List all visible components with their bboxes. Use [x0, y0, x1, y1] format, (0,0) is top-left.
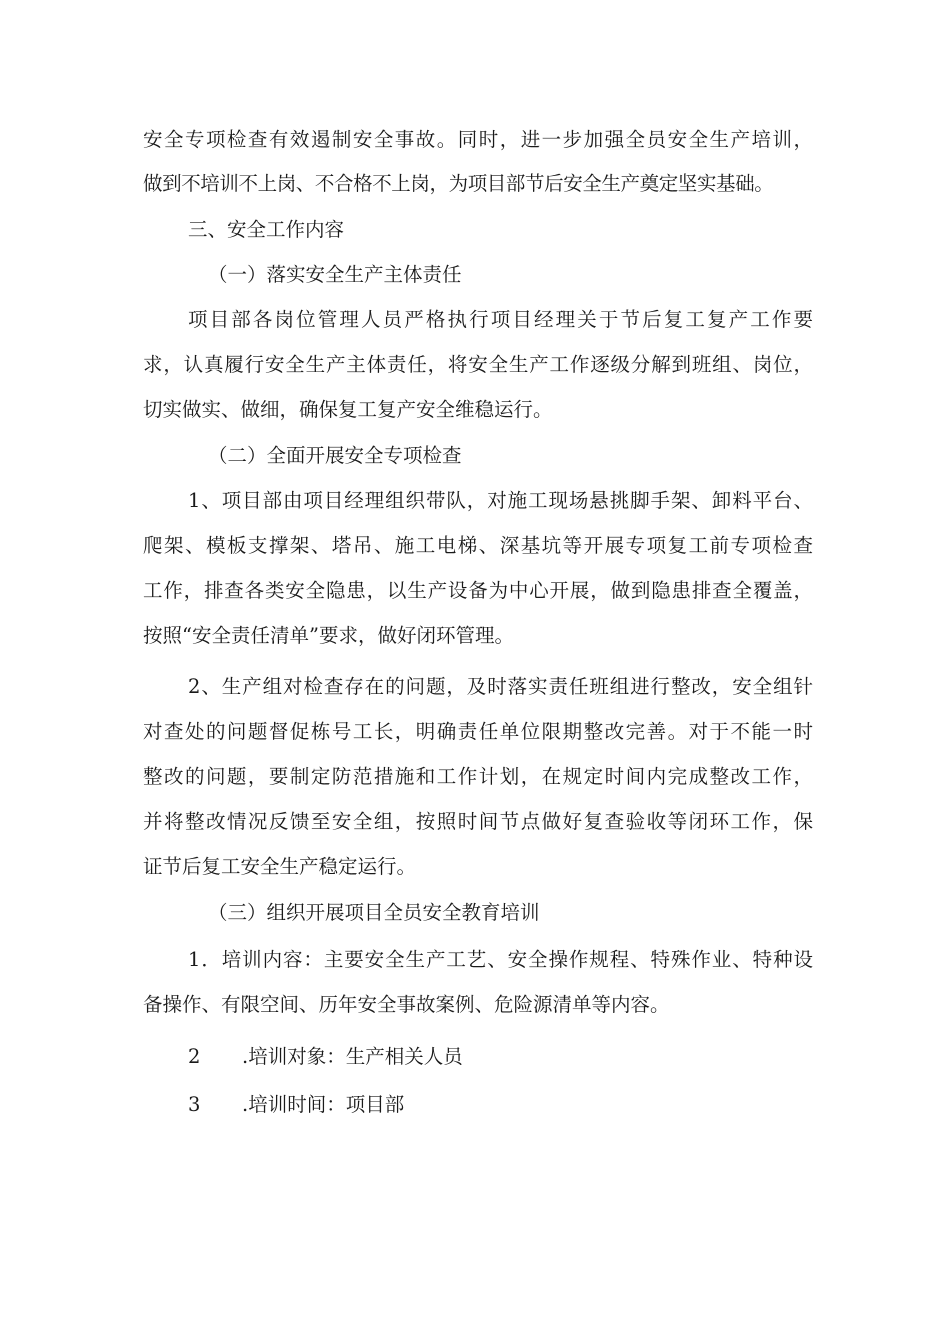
paragraph-line: 整改的问题，要制定防范措施和工作计划，在规定时间内完成整改工作， — [143, 765, 813, 788]
paragraph-line: 备操作、有限空间、历年安全事故案例、危险源清单等内容。 — [143, 993, 670, 1016]
paragraph-line: 按照“安全责任清单”要求，做好闭环管理。 — [143, 624, 514, 647]
paragraph-line: 工作，排查各类安全隐患，以生产设备为中心开展，做到隐患排查全覆盖， — [143, 579, 813, 602]
paragraph-line: 1．培训内容：主要安全生产工艺、安全操作规程、特殊作业、特种设 — [188, 948, 813, 971]
paragraph-line: 证节后复工安全生产稳定运行。 — [143, 855, 417, 878]
subsection-heading: （三）组织开展项目全员安全教育培训 — [208, 901, 540, 924]
list-item-number: 2 — [188, 1045, 201, 1068]
paragraph-line: 并将整改情况反馈至安全组，按照时间节点做好复查验收等闭环工作，保 — [143, 810, 813, 833]
paragraph-line: 2、生产组对检查存在的问题，及时落实责任班组进行整改，安全组针 — [188, 675, 813, 698]
subsection-heading: （一）落实安全生产主体责任 — [208, 263, 462, 286]
subsection-heading: （二）全面开展安全专项检查 — [208, 444, 462, 467]
section-heading: 三、安全工作内容 — [188, 218, 345, 241]
paragraph-line: 求，认真履行安全生产主体责任，将安全生产工作逐级分解到班组、岗位， — [143, 353, 813, 376]
paragraph-line: 项目部各岗位管理人员严格执行项目经理关于节后复工复产工作要 — [188, 308, 813, 331]
list-item-number: 3 — [188, 1093, 201, 1116]
list-item-text: .培训时间：项目部 — [242, 1093, 405, 1116]
paragraph-line: 爬架、模板支撑架、塔吊、施工电梯、深基坑等开展专项复工前专项检查 — [143, 534, 813, 557]
paragraph-line: 对查处的问题督促栋号工长，明确责任单位限期整改完善。对于不能一时 — [143, 720, 813, 743]
list-item-text: .培训对象：生产相关人员 — [242, 1045, 463, 1068]
paragraph-line: 1、项目部由项目经理组织带队，对施工现场悬挑脚手架、卸料平台、 — [188, 489, 813, 512]
paragraph-line: 切实做实、做细，确保复工复产安全维稳运行。 — [143, 398, 553, 421]
paragraph-line: 安全专项检查有效遏制安全事故。同时，进一步加强全员安全生产培训， — [143, 128, 813, 151]
paragraph-line: 做到不培训不上岗、不合格不上岗，为项目部节后安全生产奠定坚实基础。 — [143, 172, 774, 195]
